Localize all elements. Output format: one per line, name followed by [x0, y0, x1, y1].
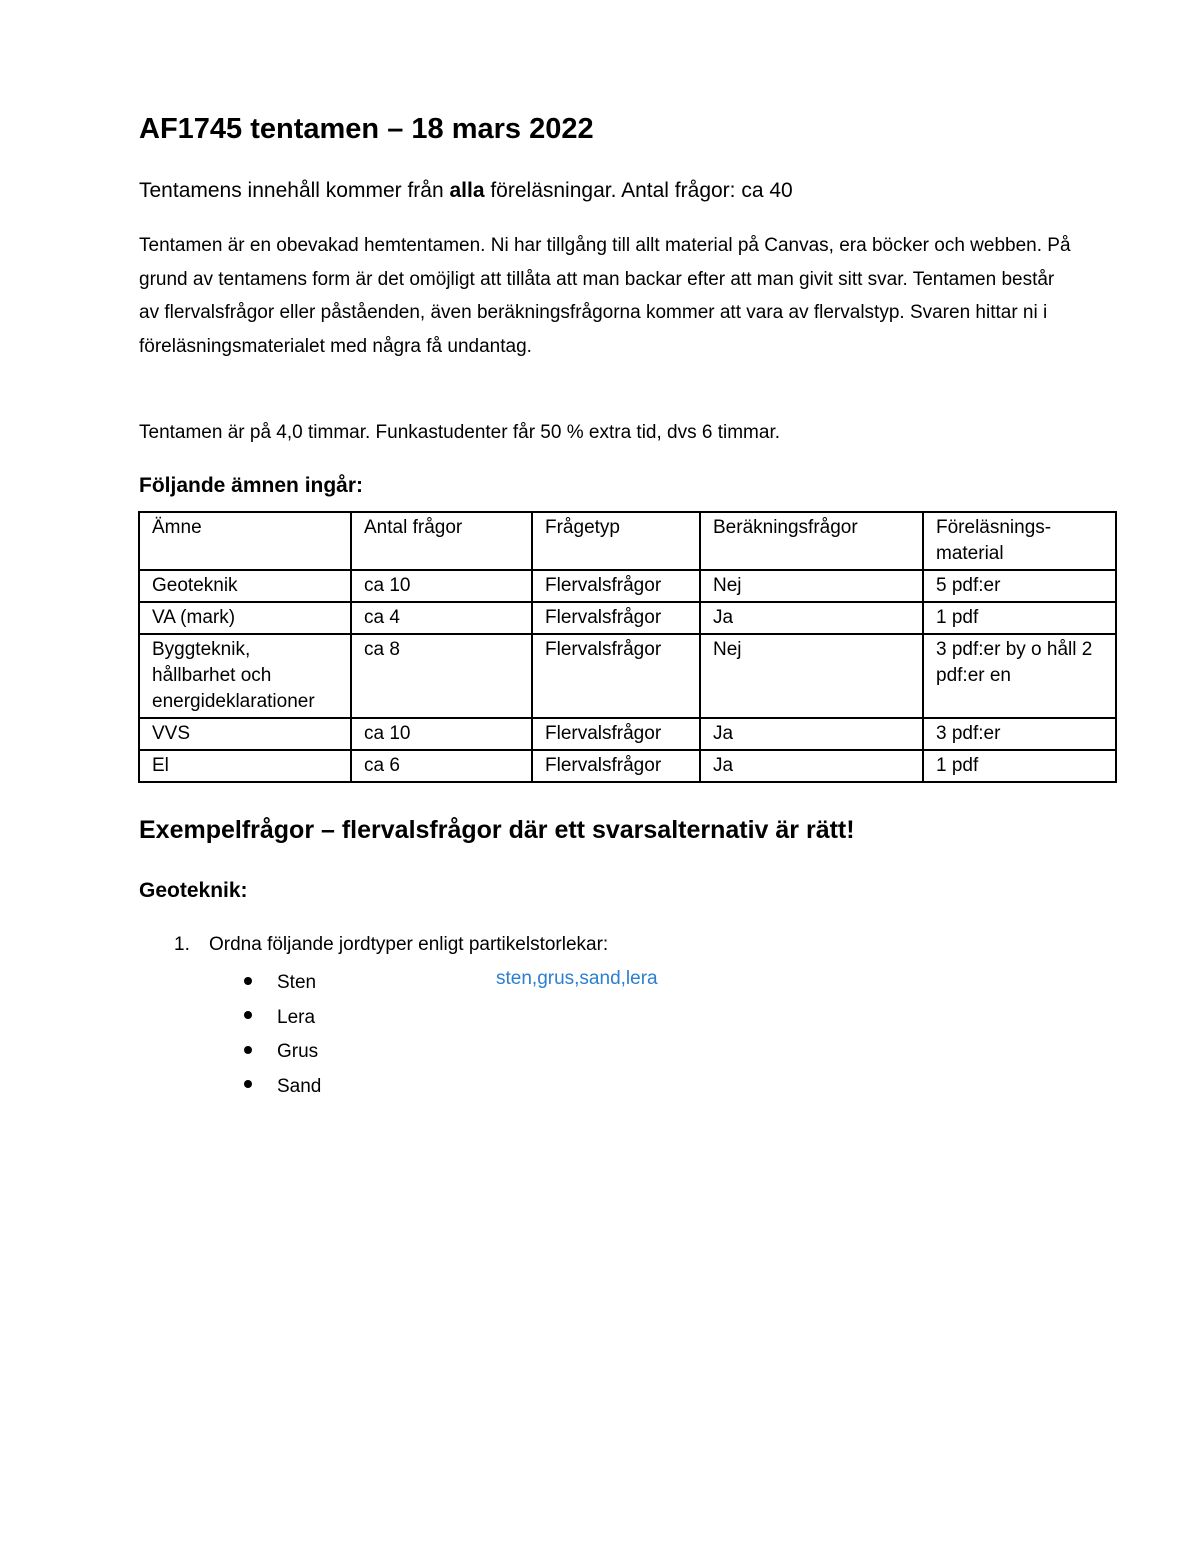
- table-header-row: [139, 512, 1116, 570]
- exam-description-paragraph: Tentamen är en obevakad hemtentamen. Ni har tillgång till allt material på Canvas, era böcker och webben. På grund av tentamens form är det omöjligt att tillåta att man backar efter att man givit sitt svar. Tentamen består av flervalsfrågor eller påståenden, även beräkningsfrågorna kommer att vara av flervalstyp. Svaren hittar ni i föreläsningsmaterialet med några få undantag.: [139, 235, 1071, 357]
- table-cell: Flervalsfrågor: [532, 634, 700, 718]
- table-row: [139, 718, 1116, 750]
- table-row: [139, 570, 1116, 602]
- question-number: 1.: [174, 934, 190, 955]
- bullet-icon: [244, 1046, 252, 1054]
- table-cell: Flervalsfrågor: [532, 718, 700, 750]
- option-label: Sand: [277, 1075, 322, 1097]
- table-cell: ca 4: [351, 602, 532, 634]
- list-item: [244, 1001, 321, 1036]
- bullet-icon: [244, 977, 252, 985]
- table-cell: ca 10: [351, 718, 532, 750]
- table-cell: ca 8: [351, 634, 532, 718]
- bullet-icon: [244, 1011, 252, 1019]
- topics-heading: Följande ämnen ingår:: [139, 474, 364, 497]
- table-cell: VA (mark): [139, 602, 351, 634]
- page-title: AF1745 tentamen – 18 mars 2022: [139, 113, 594, 145]
- subtitle-after: föreläsningar. Antal frågor: ca 40: [484, 179, 793, 202]
- table-cell: Geoteknik: [139, 570, 351, 602]
- table-header-cell: Föreläsnings-material: [923, 512, 1116, 570]
- table-cell: ca 6: [351, 750, 532, 782]
- table-cell: El: [139, 750, 351, 782]
- table-row: [139, 750, 1116, 782]
- table-header-cell: Antal frågor: [351, 512, 532, 570]
- table-cell: Flervalsfrågor: [532, 602, 700, 634]
- table-cell: Flervalsfrågor: [532, 570, 700, 602]
- table-header-cell: Frågetyp: [532, 512, 700, 570]
- table-row: [139, 634, 1116, 718]
- table-cell: 3 pdf:er by o håll 2 pdf:er en: [923, 634, 1116, 718]
- question-1: [174, 933, 608, 958]
- subtitle-before: Tentamens innehåll kommer från: [139, 179, 450, 202]
- table-cell: Ja: [700, 602, 923, 634]
- list-item: [244, 1035, 321, 1070]
- exam-duration-paragraph: Tentamen är på 4,0 timmar. Funkastudenter får 50 % extra tid, dvs 6 timmar.: [139, 422, 781, 443]
- table-cell: 1 pdf: [923, 750, 1116, 782]
- table-cell: Nej: [700, 570, 923, 602]
- table-cell: VVS: [139, 718, 351, 750]
- topics-table: [138, 511, 1117, 783]
- table-cell: ca 10: [351, 570, 532, 602]
- answer-options-list: [244, 966, 321, 1104]
- exam-content-summary: [139, 178, 793, 203]
- section-heading-geoteknik: Geoteknik:: [139, 879, 248, 902]
- table-cell: Flervalsfrågor: [532, 750, 700, 782]
- handwritten-answer: sten,grus,sand,lera: [496, 968, 658, 989]
- table-cell: Ja: [700, 718, 923, 750]
- bullet-icon: [244, 1080, 252, 1088]
- table-cell: Byggteknik, hållbarhet och energideklarationer: [139, 634, 351, 718]
- table-row: [139, 602, 1116, 634]
- table-cell: 3 pdf:er: [923, 718, 1116, 750]
- question-text: Ordna följande jordtyper enligt partikelstorlekar:: [209, 934, 609, 955]
- table-header-cell: Ämne: [139, 512, 351, 570]
- examples-heading: Exempelfrågor – flervalsfrågor där ett svarsalternativ är rätt!: [139, 816, 855, 844]
- option-label: Lera: [277, 1006, 316, 1028]
- table-cell: Nej: [700, 634, 923, 718]
- table-cell: 5 pdf:er: [923, 570, 1116, 602]
- list-item: [244, 1070, 321, 1105]
- option-label: Grus: [277, 1041, 319, 1062]
- table-cell: 1 pdf: [923, 602, 1116, 634]
- option-label: Sten: [277, 972, 317, 993]
- subtitle-emphasis: alla: [449, 179, 485, 202]
- table-header-cell: Beräkningsfrågor: [700, 512, 923, 570]
- list-item: [244, 966, 321, 1001]
- table-cell: Ja: [700, 750, 923, 782]
